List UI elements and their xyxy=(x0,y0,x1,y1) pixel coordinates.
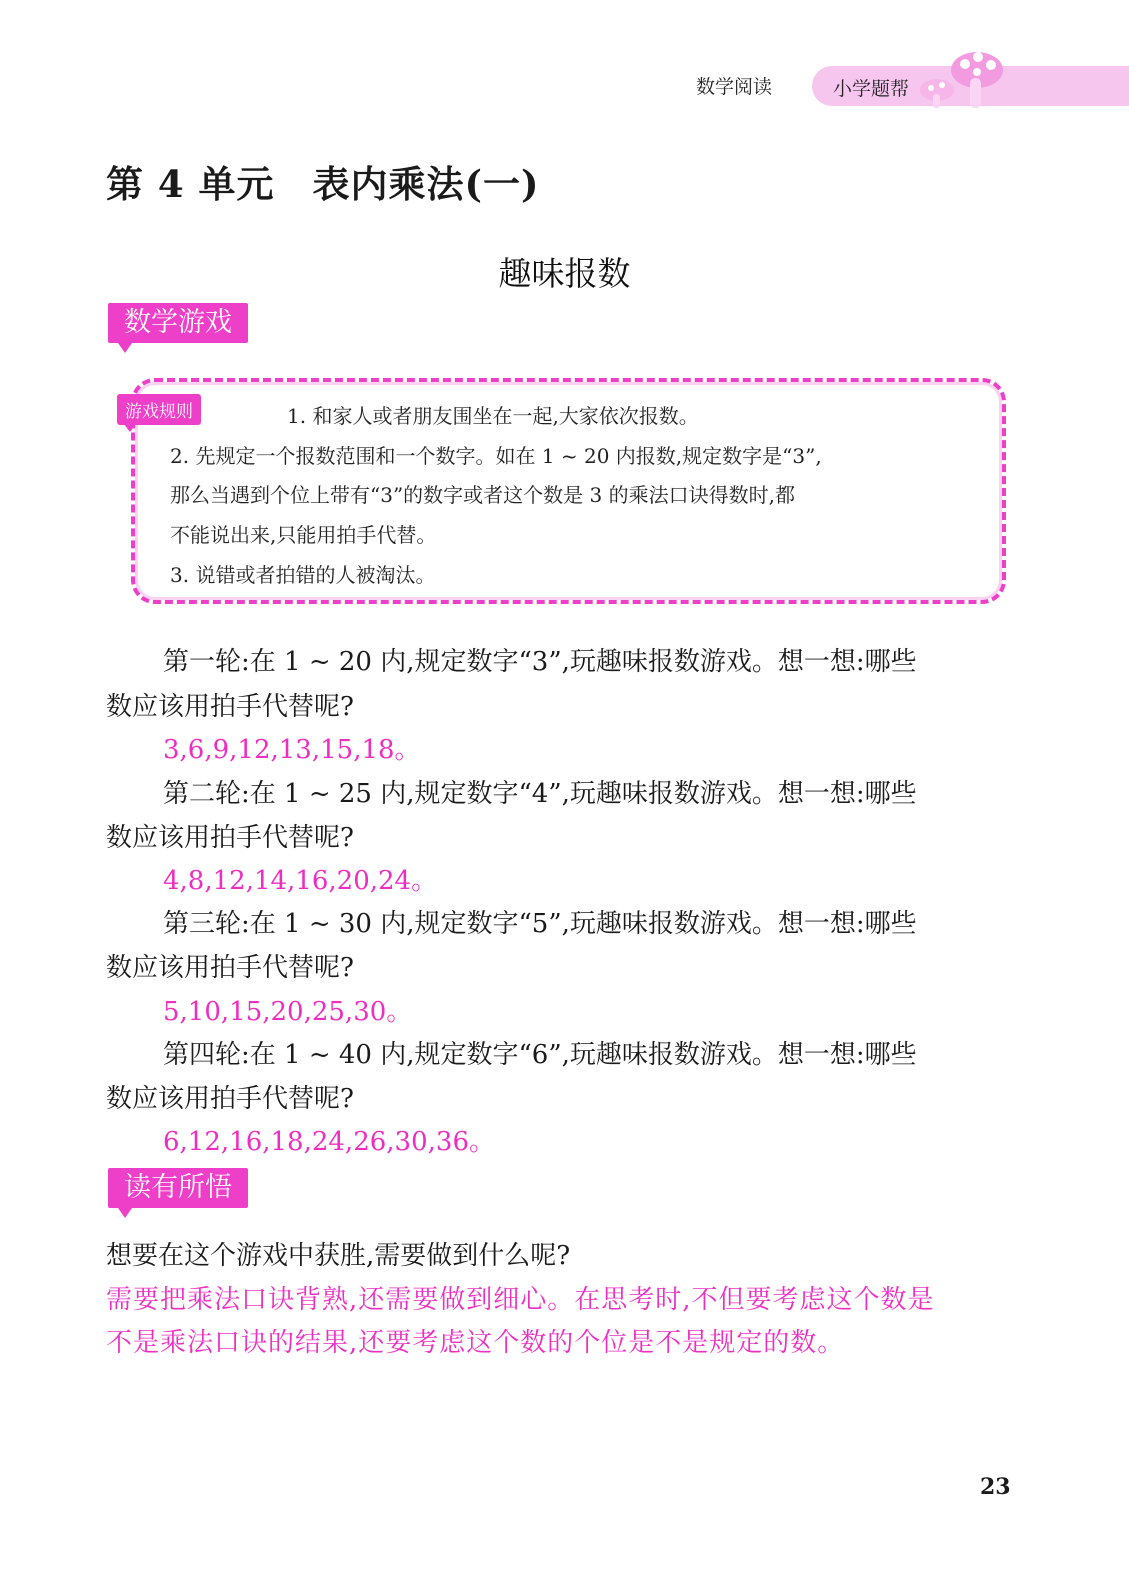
rules-tag-tail xyxy=(124,424,136,432)
round-3-question-cont: 数应该用拍手代替呢? xyxy=(106,953,354,983)
header-section: 数学阅读 xyxy=(696,76,773,98)
math-game-tab: 数学游戏 xyxy=(108,303,248,343)
rule-line-2: 2. 先规定一个报数范围和一个数字。如在 1 ~ 20 内报数,规定数字是“3”, xyxy=(170,444,822,468)
header-brand: 小学题帮 xyxy=(833,78,910,100)
math-game-tab-tail xyxy=(118,343,132,353)
round-1-question-cont: 数应该用拍手代替呢? xyxy=(106,692,354,722)
round-1-question: 第一轮:在 1 ~ 20 内,规定数字“3”,玩趣味报数游戏。想一想:哪些 xyxy=(163,647,917,677)
reflection-tab: 读有所悟 xyxy=(108,1168,248,1208)
round-4-question: 第四轮:在 1 ~ 40 内,规定数字“6”,玩趣味报数游戏。想一想:哪些 xyxy=(163,1040,917,1070)
rule-line-5: 3. 说错或者拍错的人被淘汰。 xyxy=(170,563,436,587)
reflection-answer-line-1: 需要把乘法口诀背熟,还需要做到细心。在思考时,不但要考虑这个数是 xyxy=(106,1285,935,1315)
rule-line-3: 那么当遇到个位上带有“3”的数字或者这个数是 3 的乘法口诀得数时,都 xyxy=(170,483,795,507)
reflection-tab-tail xyxy=(118,1208,132,1218)
round-4-answer: 6,12,16,18,24,26,30,36。 xyxy=(163,1127,495,1157)
round-3-answer: 5,10,15,20,25,30。 xyxy=(163,997,413,1027)
reflection-answer-line-2: 不是乘法口诀的结果,还要考虑这个数的个位是不是规定的数。 xyxy=(106,1328,845,1358)
rule-line-1: 1. 和家人或者朋友围坐在一起,大家依次报数。 xyxy=(287,404,699,428)
rules-tag: 游戏规则 xyxy=(117,394,201,425)
round-2-question-cont: 数应该用拍手代替呢? xyxy=(106,823,354,853)
round-4-question-cont: 数应该用拍手代替呢? xyxy=(106,1084,354,1114)
mushroom-icon xyxy=(915,40,1010,115)
unit-title: 第 4 单元 表内乘法(一) xyxy=(106,162,540,206)
reflection-question: 想要在这个游戏中获胜,需要做到什么呢? xyxy=(106,1241,571,1271)
page-number: 23 xyxy=(980,1474,1011,1500)
round-2-question: 第二轮:在 1 ~ 25 内,规定数字“4”,玩趣味报数游戏。想一想:哪些 xyxy=(163,779,917,809)
round-3-question: 第三轮:在 1 ~ 30 内,规定数字“5”,玩趣味报数游戏。想一想:哪些 xyxy=(163,909,917,939)
lesson-title: 趣味报数 xyxy=(498,254,631,293)
round-1-answer: 3,6,9,12,13,15,18。 xyxy=(163,735,421,765)
round-2-answer: 4,8,12,14,16,20,24。 xyxy=(163,866,438,896)
rule-line-4: 不能说出来,只能用拍手代替。 xyxy=(170,523,437,547)
